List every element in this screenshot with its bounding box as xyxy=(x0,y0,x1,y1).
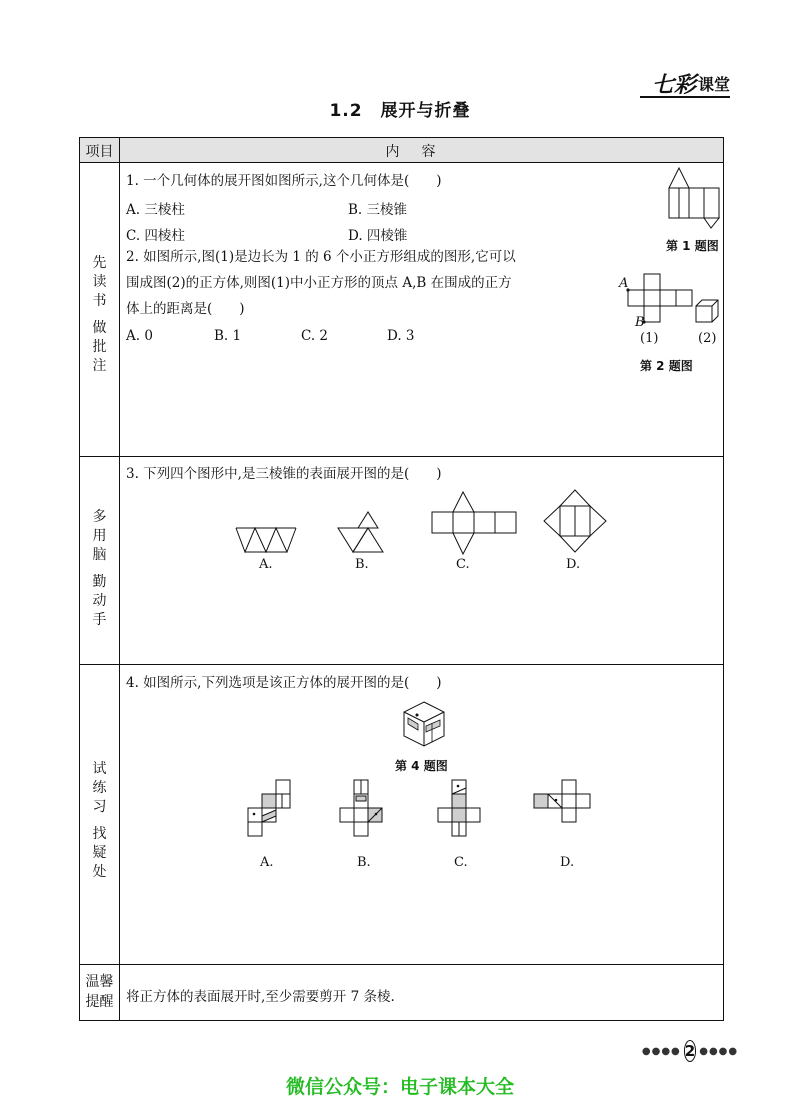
side-char: 试 xyxy=(92,761,107,777)
side-char: 注 xyxy=(92,358,107,374)
row-divider xyxy=(80,162,723,163)
side-text: 提醒 xyxy=(85,994,114,1010)
question-3-option-d-net xyxy=(544,490,608,554)
side-char: 多 xyxy=(92,509,107,525)
side-char: 找 xyxy=(92,826,107,842)
row-label-think xyxy=(80,508,119,630)
watermark-text: 微信公众号：电子课本大全 xyxy=(285,1076,514,1098)
question-4-stem: 4. 如图所示,下列选项是该正方体的展开图的是( ) xyxy=(126,675,442,691)
question-1-stem: 1. 一个几何体的展开图如图所示,这个几何体是( ) xyxy=(126,173,442,189)
side-char: 疑 xyxy=(92,845,107,861)
question-1-caption: 第 1 题图 xyxy=(666,239,719,253)
question-2-line-2: 围成图(2)的正方体,则图(1)中小正方形的顶点 A,B 在围成的正方 xyxy=(126,275,512,291)
question-2-caption: 第 2 题图 xyxy=(640,359,693,373)
side-char: 脑 xyxy=(92,547,107,563)
question-4-label-d: D. xyxy=(560,855,575,870)
question-4-label-b: B. xyxy=(357,855,371,870)
row-label-practice xyxy=(80,760,119,882)
question-2-figure-1-label: (1) xyxy=(640,331,659,346)
question-3-label-a: A. xyxy=(259,557,273,572)
question-1-option-d: D. 四棱锥 xyxy=(348,228,408,244)
point-b-label: B xyxy=(635,315,645,330)
side-char: 动 xyxy=(92,593,107,609)
question-4-label-a: A. xyxy=(260,855,274,870)
side-char: 处 xyxy=(92,864,107,880)
question-3-label-d: D. xyxy=(566,557,581,572)
question-2-option-a: A. 0 xyxy=(126,328,153,344)
question-3-stem: 3. 下列四个图形中,是三棱锥的表面展开图的是( ) xyxy=(126,466,442,482)
question-1-option-a: A. 三棱柱 xyxy=(126,202,185,218)
row-label-read xyxy=(80,254,119,376)
question-2-figure-2-label: (2) xyxy=(698,331,717,346)
brand-logo-big: 七彩 xyxy=(651,72,696,98)
question-3-label-c: C. xyxy=(456,557,470,572)
header-item-label: 项目 xyxy=(85,144,114,160)
question-4-caption: 第 4 题图 xyxy=(395,759,448,773)
side-char: 勤 xyxy=(92,574,107,590)
question-1-option-b: B. 三棱锥 xyxy=(348,202,408,218)
row-divider xyxy=(80,456,723,457)
question-2-line-1: 2. 如图所示,图(1)是边长为 1 的 6 个小正方形组成的图形,它可以 xyxy=(126,249,516,265)
section-title: 1.2 展开与折叠 xyxy=(329,101,471,121)
question-3-option-c-net xyxy=(430,490,520,574)
row-divider xyxy=(80,664,723,665)
brand-logo xyxy=(640,70,730,98)
question-2-figure-2-cube xyxy=(696,300,720,324)
side-gap xyxy=(80,817,119,825)
side-char: 先 xyxy=(92,255,107,271)
question-4-option-b-net xyxy=(336,778,396,838)
question-2-line-3: 体上的距离是( ) xyxy=(126,301,245,317)
question-4-option-a-net xyxy=(240,778,300,838)
question-4-option-d-net xyxy=(530,778,606,838)
column-divider xyxy=(119,138,120,1020)
question-3-label-b: B. xyxy=(355,557,369,572)
side-char: 书 xyxy=(92,293,107,309)
question-3-option-a-net xyxy=(236,528,298,554)
header-content-label: 内容 xyxy=(385,144,458,160)
side-char: 批 xyxy=(92,339,107,355)
question-2-option-d: D. 3 xyxy=(387,328,415,344)
question-1-option-c: C. 四棱柱 xyxy=(126,228,185,244)
side-char: 做 xyxy=(92,320,107,336)
side-gap xyxy=(80,565,119,573)
tip-text: 将正方体的表面展开时,至少需要剪开 7 条棱. xyxy=(126,989,395,1005)
side-char: 用 xyxy=(92,528,107,544)
brand-logo-small: 课堂 xyxy=(697,74,730,94)
page-number-value: 2 xyxy=(684,1042,696,1060)
worksheet-table xyxy=(79,137,724,1021)
side-char: 读 xyxy=(92,274,107,290)
question-4-cube-figure xyxy=(400,700,448,748)
question-4-label-c: C. xyxy=(454,855,468,870)
question-2-option-b: B. 1 xyxy=(214,328,242,344)
page-number xyxy=(641,1040,739,1062)
question-4-option-c-net xyxy=(434,778,494,838)
question-3-option-b-net xyxy=(338,512,384,554)
row-divider xyxy=(80,964,723,965)
page-dots-right: ●●●● xyxy=(699,1045,739,1057)
point-a-label: A xyxy=(619,276,629,291)
row-label-tip xyxy=(80,972,119,1012)
side-text: 温馨 xyxy=(85,974,114,990)
side-char: 手 xyxy=(92,612,107,628)
side-char: 习 xyxy=(92,799,107,815)
question-1-net-figure xyxy=(664,168,724,238)
side-char: 练 xyxy=(92,780,107,796)
page-dots-left: ●●●● xyxy=(641,1045,681,1057)
question-2-option-c: C. 2 xyxy=(301,328,329,344)
side-gap xyxy=(80,311,119,319)
